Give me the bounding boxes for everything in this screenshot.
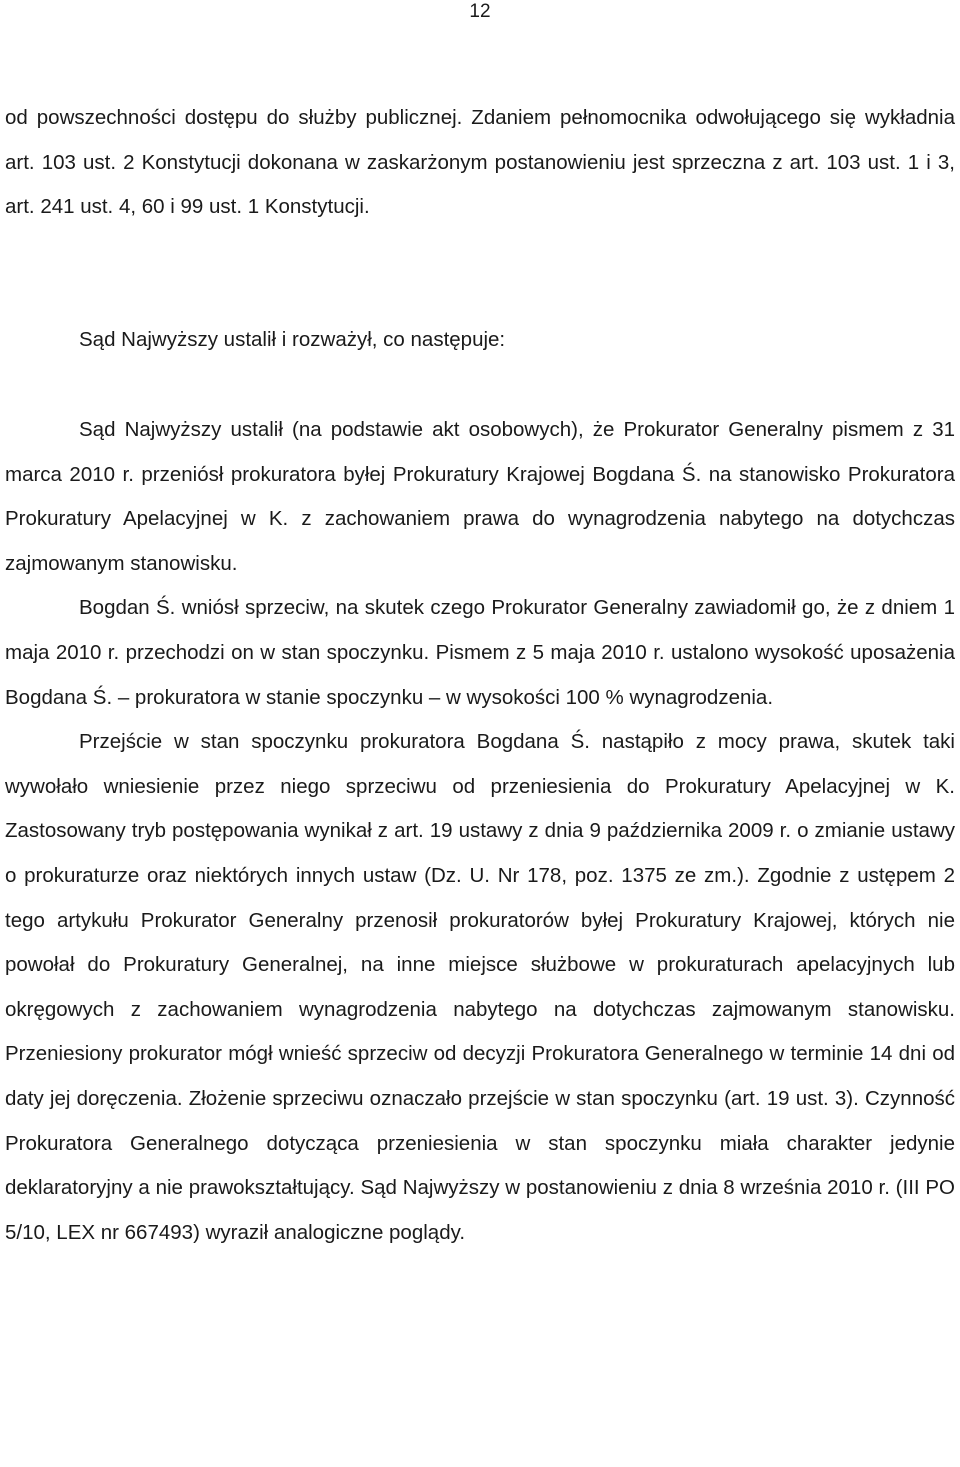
section-heading: Sąd Najwyższy ustalił i rozważył, co następuje:: [79, 328, 506, 351]
document-body: [5, 408, 955, 1255]
paragraph-objection: Bogdan Ś. wniósł sprzeciw, na skutek czego Prokurator Generalny zawiadomił go, że z dniem 1 maja 2010 r. przechodzi on w stan spoczynku. Pismem z 5 maja 2010 r. ustalono wysokość uposażenia Bogdana Ś. – prokuratora w stanie spoczynku – w wysokości 100 % wynagrodzenia.: [5, 596, 955, 709]
paragraph-retirement: Przejście w stan spoczynku prokuratora Bogdana Ś. nastąpiło z mocy prawa, skutek taki wywołało wniesienie przez niego sprzeciwu od przeniesienia do Prokuratury Apelacyjnej w K. Zastosowany tryb postępowania wynikał z art. 19 ustawy z dnia 9 października 2009 r. o zmianie ustawy o prokuraturze oraz niektórych innych ustaw (Dz. U. Nr 178, poz. 1375 ze zm.). Zgodnie z ustępem 2 tego artykułu Prokurator Generalny przenosił prokuratorów byłej Prokuratury Krajowej, których nie powołał do Prokuratury Generalnej, na inne miejsce służbowe w prokuraturach apelacyjnych lub okręgowych z zachowaniem wynagrodzenia nabytego na dotychczas zajmowanym stanowisku. Przeniesiony prokurator mógł wnieść sprzeciw od decyzji Prokuratora Generalnego w terminie 14 dni od daty jej doręczenia. Złożenie sprzeciwu oznaczało przejście w stan spoczynku (art. 19 ust. 3). Czynność Prokuratora Generalnego dotycząca przeniesienia w stan spoczynku miała charakter jedynie deklaratoryjny a nie prawokształtujący. Sąd Najwyższy w postanowieniu z dnia 8 września 2010 r. (III PO 5/10, LEX nr 667493) wyraził analogiczne poglądy.: [5, 730, 955, 1244]
page-number: 12: [469, 1, 491, 22]
section-heading-container: [5, 318, 955, 363]
paragraph-continuation: od powszechności dostępu do służby publicznej. Zdaniem pełnomocnika odwołującego się wykładnia art. 103 ust. 2 Konstytucji dokonana w zaskarżonym postanowieniu jest sprzeczna z art. 103 ust. 1 i 3, art. 241 ust. 4, 60 i 99 ust. 1 Konstytucji.: [5, 106, 955, 219]
document-body-top: [5, 96, 955, 230]
paragraph-findings: Sąd Najwyższy ustalił (na podstawie akt osobowych), że Prokurator Generalny pismem z 31 marca 2010 r. przeniósł prokuratora byłej Prokuratury Krajowej Bogdana Ś. na stanowisko Prokuratora Prokuratury Apelacyjnej w K. z zachowaniem prawa do wynagrodzenia nabytego na dotychczas zajmowanym stanowisku.: [5, 418, 955, 575]
